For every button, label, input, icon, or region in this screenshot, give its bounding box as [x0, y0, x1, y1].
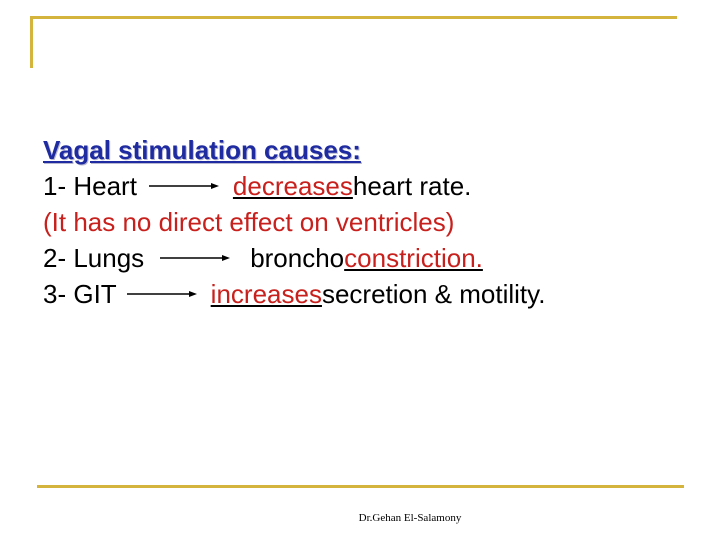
frame-bottom-line — [37, 485, 684, 488]
item-git — [43, 276, 545, 312]
item-lungs — [43, 240, 545, 276]
item-heart — [43, 168, 545, 204]
footer-author: Dr.Gehan El-Salamony — [358, 512, 462, 524]
item-label: 3- GIT — [43, 279, 117, 309]
note-line — [43, 204, 545, 240]
item-label: 1- Heart — [43, 171, 137, 201]
effect-rest: heart rate. — [352, 171, 472, 201]
arrow-right-icon — [127, 288, 197, 300]
effect-prefix: broncho — [250, 243, 345, 273]
arrow-right-icon — [149, 180, 219, 192]
effect-rest: secretion & motility. — [321, 279, 546, 309]
effect-highlight: increases — [210, 279, 322, 309]
arrow-right-icon — [160, 252, 230, 264]
slide-body — [43, 132, 545, 312]
effect-highlight: decreases — [232, 171, 353, 201]
slide-title: Vagal stimulation causes: — [43, 135, 361, 165]
frame-top-line — [30, 16, 677, 19]
item-label: 2- Lungs — [43, 243, 145, 273]
note-text: (It has no direct effect on ventricles) — [43, 207, 455, 237]
slide-title-line — [43, 132, 545, 168]
frame-left-line — [30, 16, 33, 68]
effect-highlight: constriction. — [344, 243, 483, 273]
